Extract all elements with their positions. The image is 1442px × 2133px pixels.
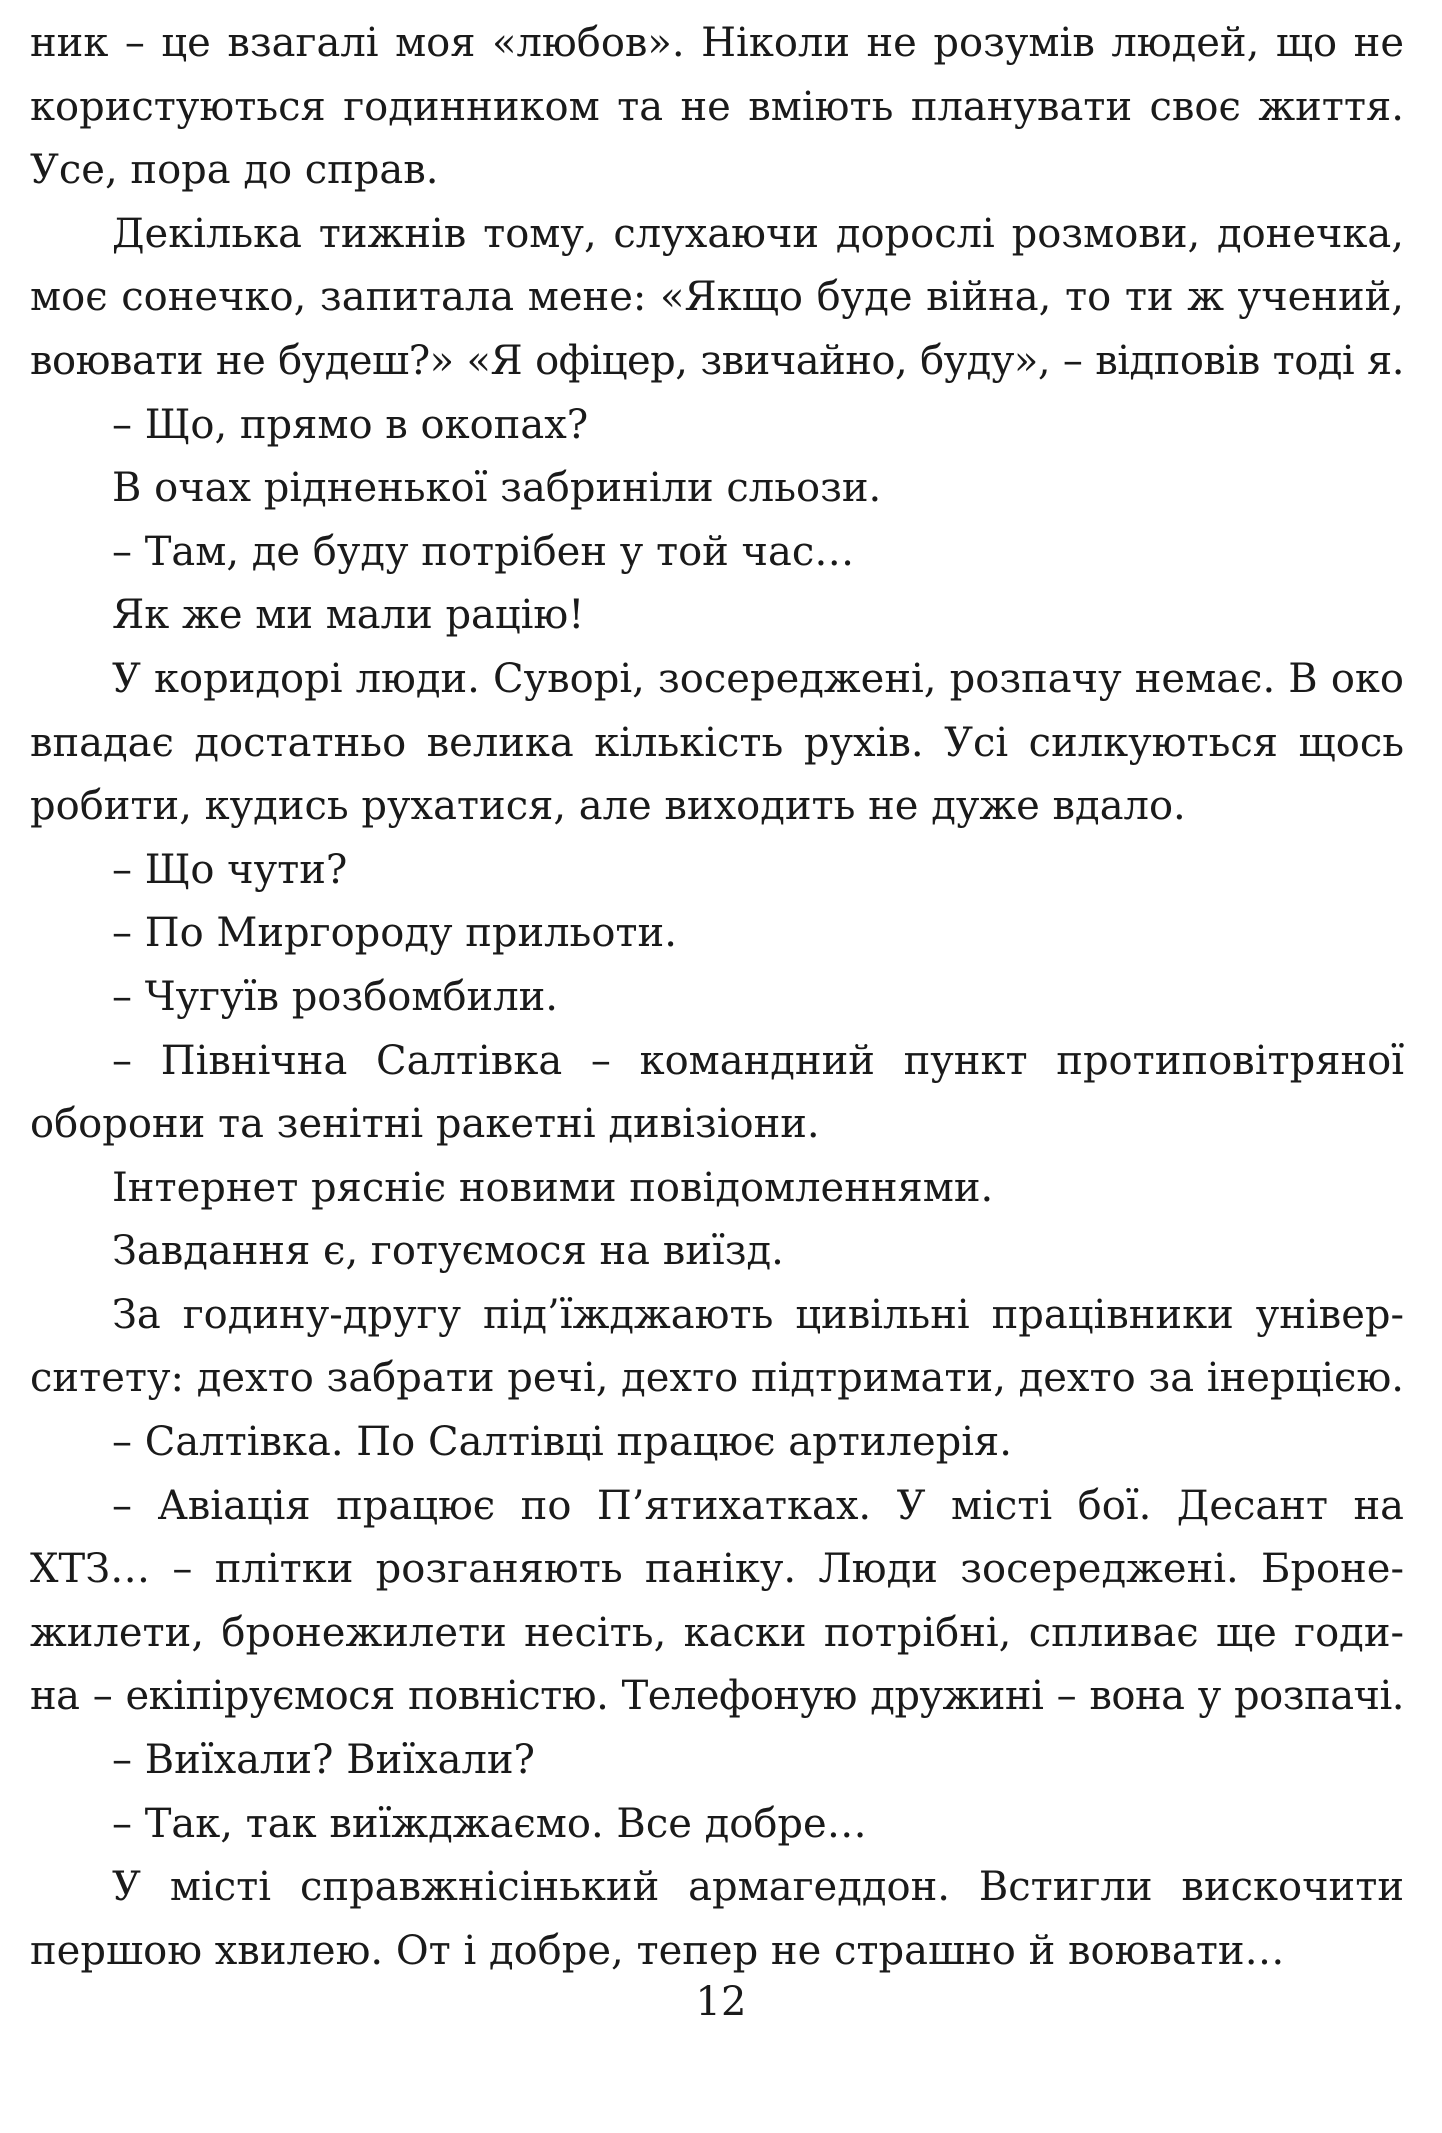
text-line: За годину-другу під’їжджають цивільні працівники універ- (112, 1291, 1404, 1338)
text-line: – Салтівка. По Салтівці працює артилерія. (112, 1419, 1012, 1466)
text-line: моє сонечко, запитала мене: «Якщо буде війна, то ти ж учений, (30, 274, 1404, 321)
text-line: В очах рідненької забриніли сльози. (112, 465, 882, 512)
text-line: – Там, де буду потрібен у той час… (112, 528, 855, 575)
text-line: першою хвилею. От і добре, тепер не страшно й воювати… (30, 1927, 1285, 1974)
text-line: Як же ми мали рацію! (112, 592, 585, 639)
text-line: жилети, бронежилети несіть, каски потрібні, спливає ще годи- (30, 1609, 1404, 1656)
text-line: – Північна Салтівка – командний пункт протиповітряної (112, 1037, 1404, 1084)
text-line: – Так, так виїжджаємо. Все добре… (112, 1800, 867, 1847)
text-line: Декілька тижнів тому, слухаючи дорослі розмови, донечка, (112, 210, 1404, 257)
text-line: У місті справжнісінький армагеддон. Встигли вискочити (112, 1864, 1404, 1911)
text-line: ник – це взагалі моя «любов». Ніколи не розумів людей, що не (30, 20, 1404, 66)
text-line: ХТЗ… – плітки розганяють паніку. Люди зосереджені. Броне- (30, 1546, 1404, 1593)
text-line: ситету: дехто забрати речі, дехто підтримати, дехто за інерцією. (30, 1355, 1404, 1402)
text-line: – По Миргороду прильоти. (112, 910, 677, 957)
text-line: – Чугуїв розбомбили. (112, 973, 558, 1020)
text-line: У коридорі люди. Суворі, зосереджені, розпачу немає. В око (112, 655, 1404, 702)
text-line: – Авіація працює по П’ятихатках. У місті бої. Десант на (112, 1482, 1404, 1529)
text-line: – Що чути? (112, 846, 348, 893)
text-line: робити, кудись рухатися, але виходить не дуже вдало. (30, 783, 1186, 830)
text-line: оборони та зенітні ракетні дивізіони. (30, 1101, 820, 1148)
text-line: користуються годинником та не вміють планувати своє життя. (30, 83, 1404, 130)
text-line: Усе, пора до справ. (30, 147, 439, 194)
text-line: впадає достатньо велика кількість рухів. Усі силкуються щось (30, 719, 1404, 766)
text-line: – Що, прямо в окопах? (112, 401, 589, 448)
text-line: Завдання є, готуємося на виїзд. (112, 1228, 784, 1275)
text-line: воювати не будеш?» «Я офіцер, звичайно, буду», – відповів тоді я. (30, 337, 1404, 384)
text-line: на – екіпіруємося повністю. Телефоную дружині – вона у розпачі. (30, 1673, 1404, 1720)
text-line: Інтернет рясніє новими повідомленнями. (112, 1164, 994, 1211)
text-line: – Виїхали? Виїхали? (112, 1737, 535, 1784)
page-number: 12 (695, 1979, 747, 2025)
body-text (30, 12, 1404, 1983)
